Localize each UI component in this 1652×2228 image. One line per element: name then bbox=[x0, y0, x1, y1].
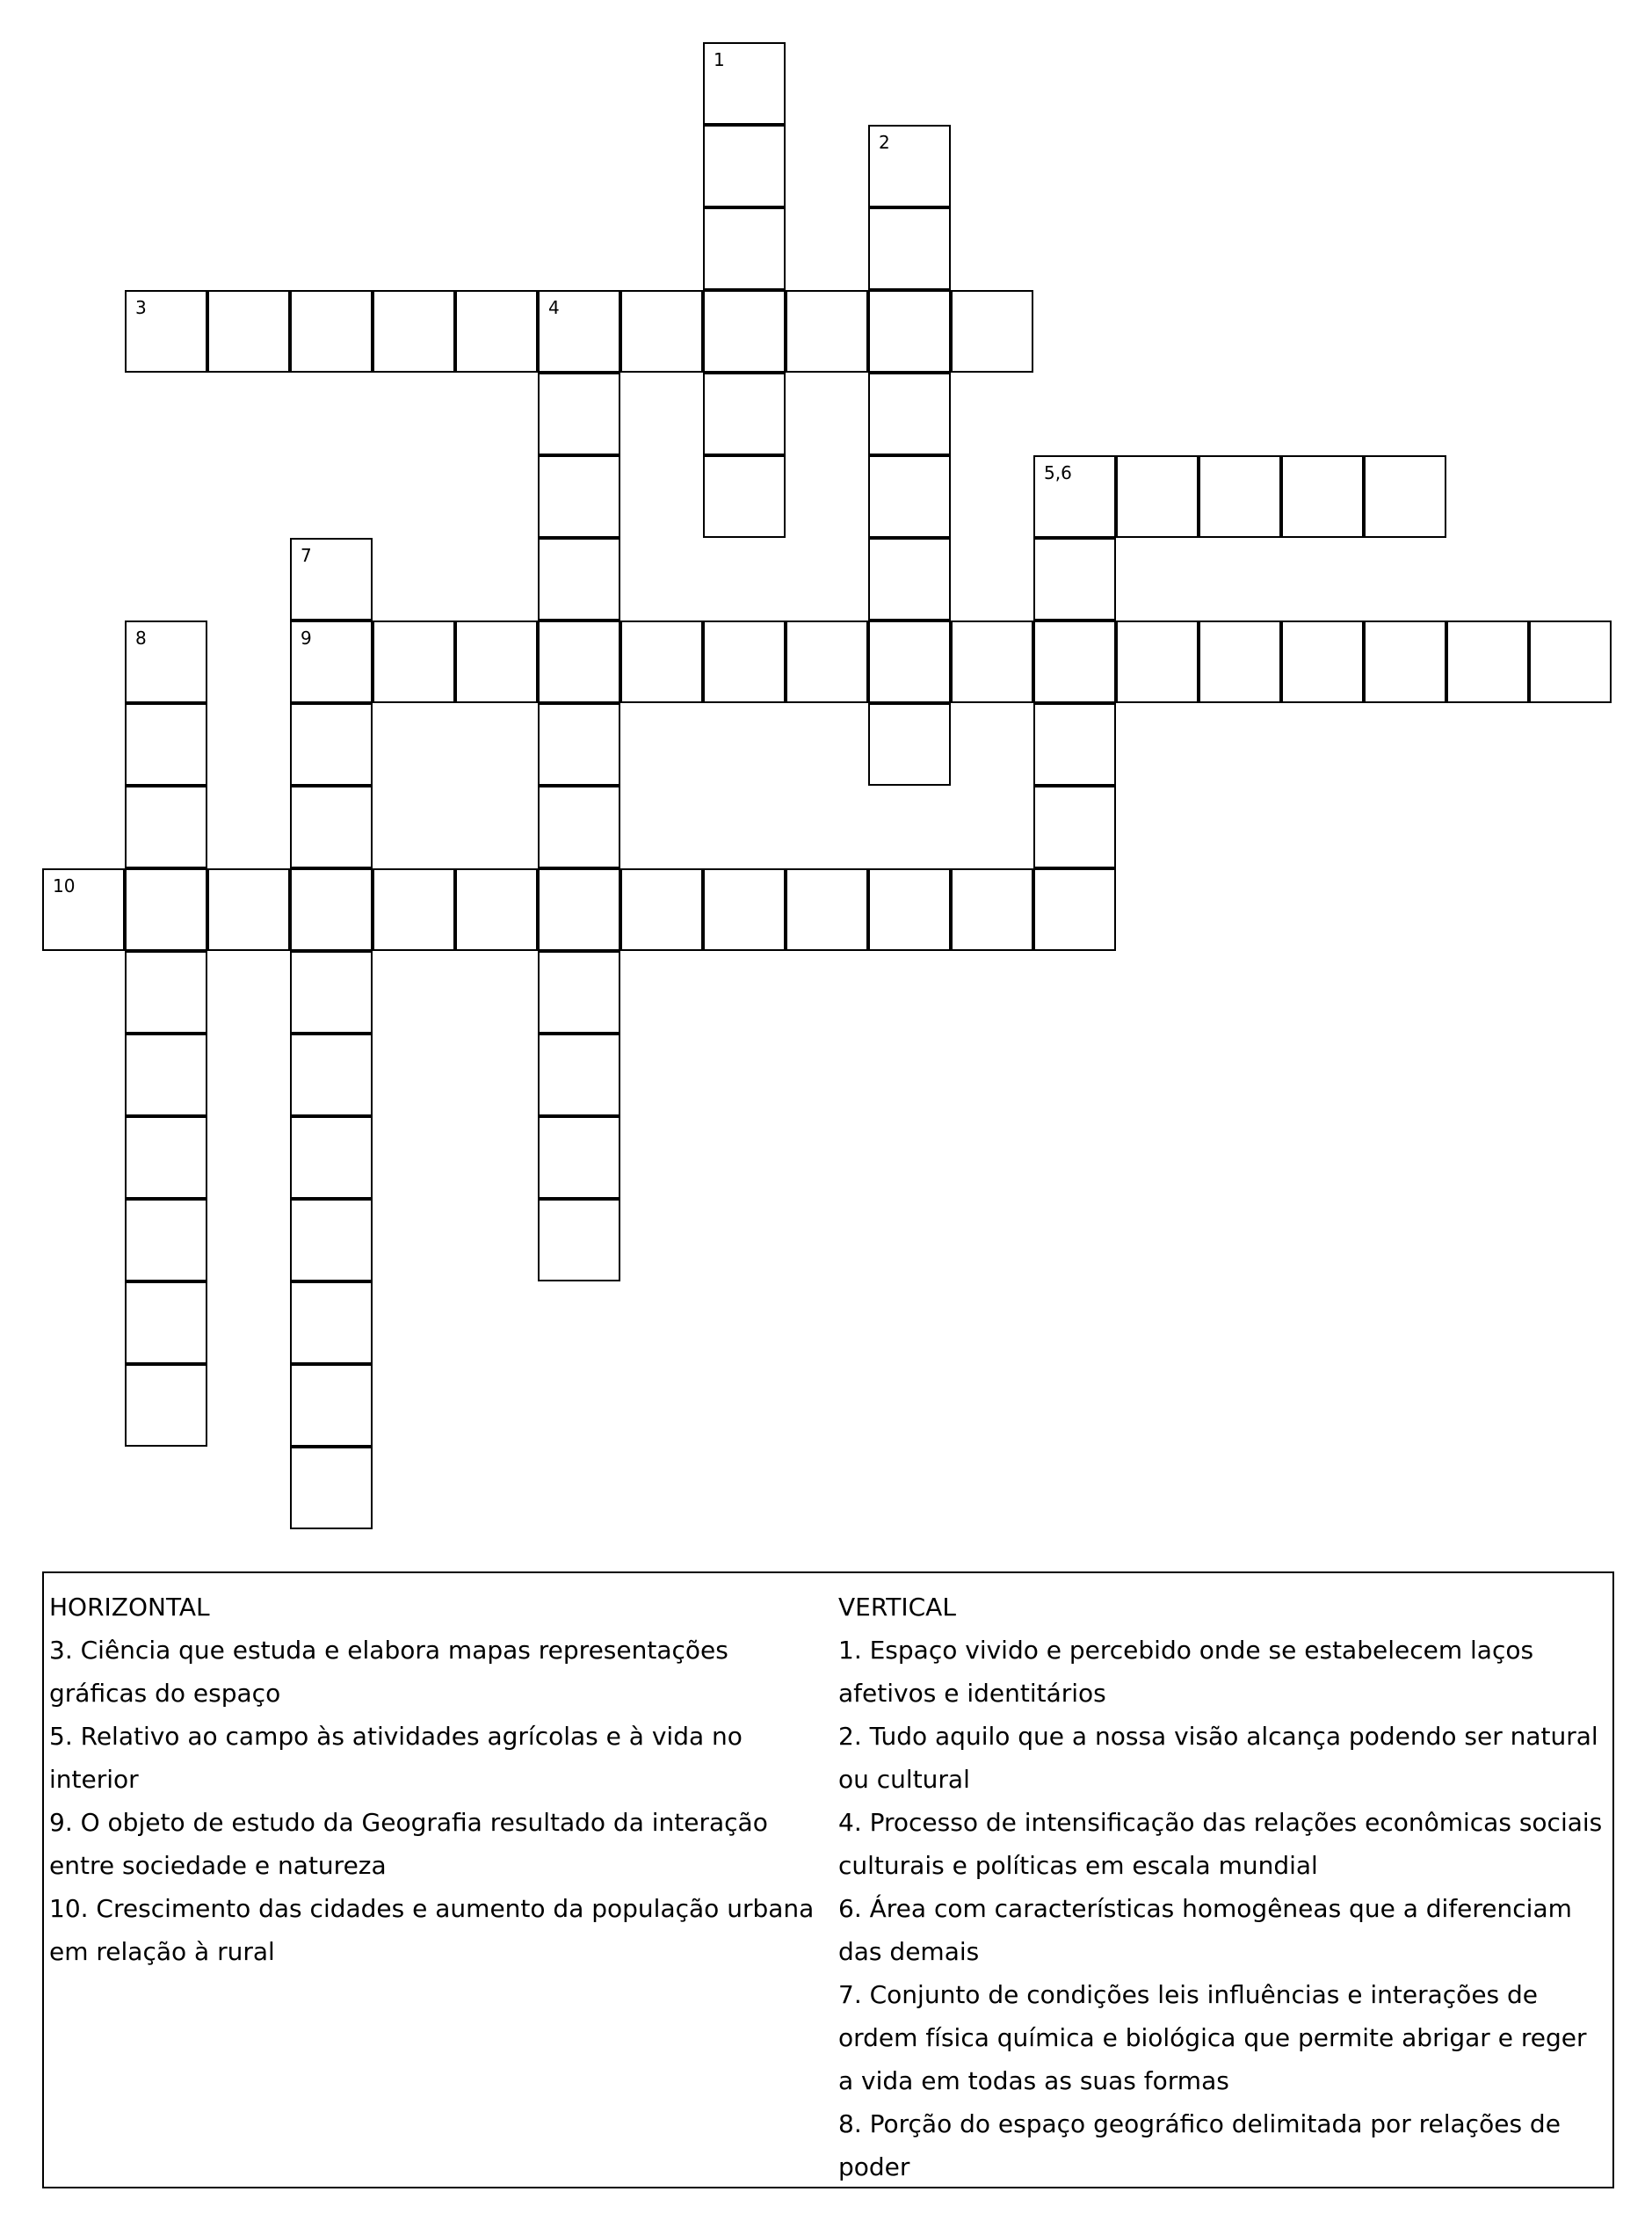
crossword-cell[interactable] bbox=[703, 125, 786, 207]
crossword-cell[interactable] bbox=[290, 1034, 373, 1116]
clue-horizontal-5: 5. Relativo ao campo às atividades agrícolas e à vida no interior bbox=[49, 1722, 743, 1794]
clue-horizontal-10: 10. Crescimento das cidades e aumento da população urbana em relação à rural bbox=[49, 1894, 815, 1966]
crossword-cell[interactable] bbox=[703, 373, 786, 455]
crossword-cell[interactable] bbox=[207, 290, 290, 373]
crossword-cell[interactable] bbox=[455, 290, 538, 373]
crossword-cell[interactable] bbox=[538, 951, 620, 1034]
crossword-cell[interactable] bbox=[125, 951, 207, 1034]
clue-vertical-1: 1. Espaço vivido e percebido onde se estabelecem laços afetivos e identitários bbox=[838, 1636, 1534, 1708]
crossword-cell[interactable] bbox=[125, 703, 207, 786]
crossword-cell[interactable] bbox=[703, 290, 786, 373]
clue-number: 2 bbox=[879, 132, 890, 153]
vertical-clues bbox=[838, 1586, 1608, 2188]
crossword-cell[interactable] bbox=[290, 1199, 373, 1281]
crossword-cell[interactable] bbox=[538, 621, 620, 703]
crossword-cell[interactable] bbox=[538, 455, 620, 538]
crossword-cell[interactable] bbox=[1033, 455, 1116, 538]
crossword-cell[interactable] bbox=[1199, 621, 1281, 703]
crossword-cell[interactable] bbox=[290, 1447, 373, 1529]
crossword-cell[interactable] bbox=[290, 786, 373, 868]
crossword-cell[interactable] bbox=[455, 621, 538, 703]
crossword-cell[interactable] bbox=[786, 290, 868, 373]
clue-vertical-6: 6. Área com características homogêneas que a diferenciam das demais bbox=[838, 1894, 1572, 1966]
crossword-cell[interactable] bbox=[538, 1116, 620, 1199]
clue-horizontal-3: 3. Ciência que estuda e elabora mapas representações gráficas do espaço bbox=[49, 1636, 728, 1708]
crossword-cell[interactable] bbox=[1033, 703, 1116, 786]
vertical-title: VERTICAL bbox=[838, 1593, 956, 1622]
crossword-cell[interactable] bbox=[538, 538, 620, 621]
crossword-cell[interactable] bbox=[125, 786, 207, 868]
crossword-cell[interactable] bbox=[290, 1364, 373, 1447]
crossword-cell[interactable] bbox=[373, 868, 455, 951]
crossword-cell[interactable] bbox=[703, 42, 786, 125]
crossword-cell[interactable] bbox=[1446, 621, 1529, 703]
crossword-cell[interactable] bbox=[42, 868, 125, 951]
clue-vertical-7: 7. Conjunto de condições leis influências e interações de ordem física química e biológica que permite abrigar e reger a vida em todas as suas formas bbox=[838, 1980, 1587, 2095]
crossword-cell[interactable] bbox=[1033, 538, 1116, 621]
crossword-cell[interactable] bbox=[207, 868, 290, 951]
crossword-cell[interactable] bbox=[373, 621, 455, 703]
crossword-cell[interactable] bbox=[1529, 621, 1612, 703]
clues-box bbox=[42, 1571, 1614, 2188]
clue-number: 9 bbox=[301, 628, 312, 649]
crossword-cell[interactable] bbox=[1116, 621, 1199, 703]
crossword-cell[interactable] bbox=[1364, 621, 1446, 703]
crossword-cell[interactable] bbox=[290, 621, 373, 703]
crossword-cell[interactable] bbox=[868, 373, 951, 455]
clue-vertical-2: 2. Tudo aquilo que a nossa visão alcança podendo ser natural ou cultural bbox=[838, 1722, 1598, 1794]
crossword-cell[interactable] bbox=[1033, 868, 1116, 951]
crossword-cell[interactable] bbox=[868, 703, 951, 786]
clue-number: 4 bbox=[548, 297, 560, 318]
crossword-cell[interactable] bbox=[125, 621, 207, 703]
clue-number: 1 bbox=[714, 49, 725, 70]
crossword-cell[interactable] bbox=[125, 1199, 207, 1281]
crossword-cell[interactable] bbox=[1281, 455, 1364, 538]
crossword-cell[interactable] bbox=[1199, 455, 1281, 538]
crossword-cell[interactable] bbox=[868, 538, 951, 621]
crossword-cell[interactable] bbox=[951, 290, 1033, 373]
crossword-cell[interactable] bbox=[1364, 455, 1446, 538]
crossword-cell[interactable] bbox=[125, 1116, 207, 1199]
clue-number: 10 bbox=[53, 875, 76, 896]
crossword-cell[interactable] bbox=[290, 1116, 373, 1199]
clue-number: 8 bbox=[135, 628, 147, 649]
crossword-cell[interactable] bbox=[703, 207, 786, 290]
clue-vertical-8: 8. Porção do espaço geográfico delimitada por relações de poder bbox=[838, 2109, 1561, 2181]
crossword-cell[interactable] bbox=[786, 868, 868, 951]
clue-number: 7 bbox=[301, 545, 312, 566]
crossword-cell[interactable] bbox=[290, 538, 373, 621]
crossword-cell[interactable] bbox=[703, 621, 786, 703]
crossword-cell[interactable] bbox=[868, 125, 951, 207]
crossword-cell[interactable] bbox=[125, 868, 207, 951]
horizontal-title: HORIZONTAL bbox=[49, 1593, 210, 1622]
crossword-cell[interactable] bbox=[1281, 621, 1364, 703]
crossword-cell[interactable] bbox=[538, 868, 620, 951]
crossword-cell[interactable] bbox=[373, 290, 455, 373]
clue-number: 3 bbox=[135, 297, 147, 318]
crossword-cell[interactable] bbox=[290, 290, 373, 373]
crossword-cell[interactable] bbox=[538, 373, 620, 455]
crossword-cell[interactable] bbox=[1116, 455, 1199, 538]
clue-vertical-4: 4. Processo de intensificação das relações econômicas sociais culturais e políticas em escala mundial bbox=[838, 1808, 1603, 1880]
crossword-cell[interactable] bbox=[290, 1281, 373, 1364]
crossword-cell[interactable] bbox=[620, 868, 703, 951]
crossword-cell[interactable] bbox=[620, 621, 703, 703]
crossword-cell[interactable] bbox=[125, 1281, 207, 1364]
clue-number: 5,6 bbox=[1044, 462, 1072, 483]
crossword-cell[interactable] bbox=[125, 1034, 207, 1116]
crossword-cell[interactable] bbox=[868, 207, 951, 290]
crossword-cell[interactable] bbox=[1033, 786, 1116, 868]
crossword-cell[interactable] bbox=[1033, 621, 1116, 703]
crossword-cell[interactable] bbox=[290, 951, 373, 1034]
crossword-cell[interactable] bbox=[868, 290, 951, 373]
crossword-cell[interactable] bbox=[868, 868, 951, 951]
crossword-cell[interactable] bbox=[703, 455, 786, 538]
crossword-cell[interactable] bbox=[951, 868, 1033, 951]
crossword-cell[interactable] bbox=[620, 290, 703, 373]
horizontal-clues bbox=[49, 1586, 822, 1973]
crossword-cell[interactable] bbox=[290, 703, 373, 786]
crossword-cell[interactable] bbox=[868, 621, 951, 703]
crossword-cell[interactable] bbox=[538, 1199, 620, 1281]
crossword-cell[interactable] bbox=[125, 290, 207, 373]
crossword-cell[interactable] bbox=[703, 868, 786, 951]
crossword-cell[interactable] bbox=[538, 1034, 620, 1116]
crossword-cell[interactable] bbox=[786, 621, 868, 703]
crossword-cell[interactable] bbox=[125, 1364, 207, 1447]
crossword-cell[interactable] bbox=[951, 621, 1033, 703]
clue-horizontal-9: 9. O objeto de estudo da Geografia resultado da interação entre sociedade e natureza bbox=[49, 1808, 768, 1880]
crossword-cell[interactable] bbox=[538, 703, 620, 786]
crossword-cell[interactable] bbox=[538, 290, 620, 373]
crossword-cell[interactable] bbox=[290, 868, 373, 951]
crossword-cell[interactable] bbox=[868, 455, 951, 538]
crossword-cell[interactable] bbox=[538, 786, 620, 868]
crossword-cell[interactable] bbox=[455, 868, 538, 951]
